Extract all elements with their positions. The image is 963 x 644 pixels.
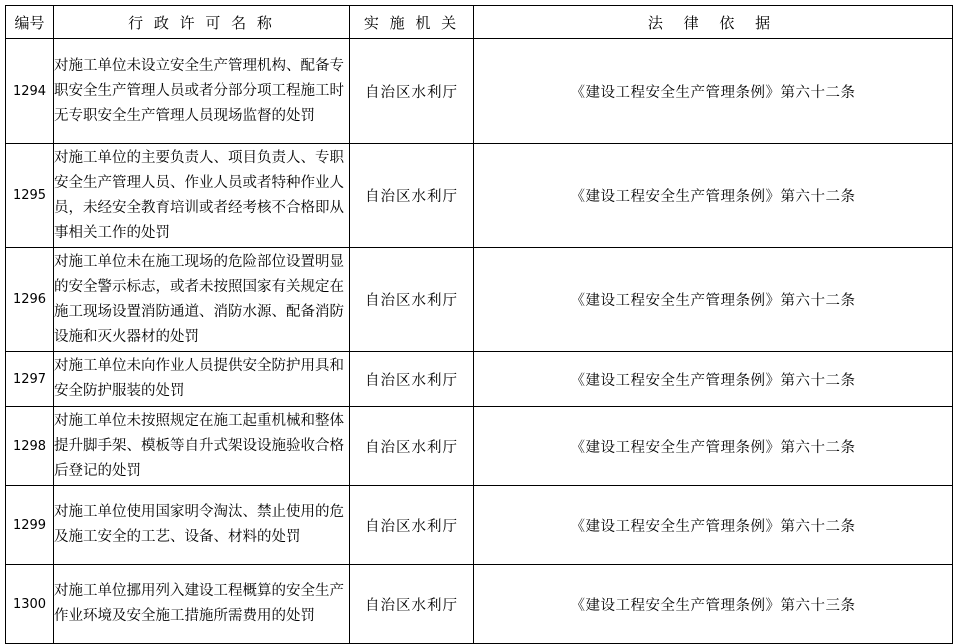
table-row bbox=[6, 39, 953, 144]
row-legal-basis: 《建设工程安全生产管理条例》第六十二条 bbox=[474, 39, 953, 144]
table-row bbox=[6, 407, 953, 486]
column-header-id: 编号 bbox=[6, 6, 54, 39]
row-organization: 自治区水利厅 bbox=[350, 486, 474, 565]
row-id: 1300 bbox=[6, 565, 54, 644]
table-row bbox=[6, 565, 953, 644]
row-legal-basis: 《建设工程安全生产管理条例》第六十二条 bbox=[474, 352, 953, 407]
column-header-name: 行 政 许 可 名 称 bbox=[54, 6, 350, 39]
table-row bbox=[6, 352, 953, 407]
row-permit-name: 对施工单位未向作业人员提供安全防护用具和安全防护服装的处罚 bbox=[54, 352, 350, 407]
row-legal-basis: 《建设工程安全生产管理条例》第六十二条 bbox=[474, 248, 953, 352]
table-row bbox=[6, 248, 953, 352]
table-body bbox=[6, 39, 953, 644]
row-permit-name: 对施工单位挪用列入建设工程概算的安全生产作业环境及安全施工措施所需费用的处罚 bbox=[54, 565, 350, 644]
row-id: 1298 bbox=[6, 407, 54, 486]
row-organization: 自治区水利厅 bbox=[350, 352, 474, 407]
row-id: 1295 bbox=[6, 144, 54, 248]
row-permit-name: 对施工单位未在施工现场的危险部位设置明显的安全警示标志，或者未按照国家有关规定在施工现场设置消防通道、消防水源、配备消防设施和灭火器材的处罚 bbox=[54, 248, 350, 352]
row-organization: 自治区水利厅 bbox=[350, 248, 474, 352]
document-page bbox=[0, 5, 963, 641]
row-legal-basis: 《建设工程安全生产管理条例》第六十二条 bbox=[474, 144, 953, 248]
table-header bbox=[6, 6, 953, 39]
row-organization: 自治区水利厅 bbox=[350, 144, 474, 248]
table-row bbox=[6, 486, 953, 565]
column-header-org: 实 施 机 关 bbox=[350, 6, 474, 39]
row-permit-name: 对施工单位未按照规定在施工起重机械和整体提升脚手架、模板等自升式架设设施验收合格后登记的处罚 bbox=[54, 407, 350, 486]
administrative-permit-table bbox=[5, 5, 953, 644]
table-header-row bbox=[6, 6, 953, 39]
row-permit-name: 对施工单位使用国家明令淘汰、禁止使用的危及施工安全的工艺、设备、材料的处罚 bbox=[54, 486, 350, 565]
column-header-law: 法 律 依 据 bbox=[474, 6, 953, 39]
table-row bbox=[6, 144, 953, 248]
row-id: 1297 bbox=[6, 352, 54, 407]
row-permit-name: 对施工单位未设立安全生产管理机构、配备专职安全生产管理人员或者分部分项工程施工时无专职安全生产管理人员现场监督的处罚 bbox=[54, 39, 350, 144]
row-id: 1299 bbox=[6, 486, 54, 565]
row-legal-basis: 《建设工程安全生产管理条例》第六十三条 bbox=[474, 565, 953, 644]
row-legal-basis: 《建设工程安全生产管理条例》第六十二条 bbox=[474, 486, 953, 565]
row-organization: 自治区水利厅 bbox=[350, 565, 474, 644]
row-id: 1294 bbox=[6, 39, 54, 144]
row-organization: 自治区水利厅 bbox=[350, 39, 474, 144]
row-organization: 自治区水利厅 bbox=[350, 407, 474, 486]
row-legal-basis: 《建设工程安全生产管理条例》第六十二条 bbox=[474, 407, 953, 486]
row-permit-name: 对施工单位的主要负责人、项目负责人、专职安全生产管理人员、作业人员或者特种作业人员，未经安全教育培训或者经考核不合格即从事相关工作的处罚 bbox=[54, 144, 350, 248]
row-id: 1296 bbox=[6, 248, 54, 352]
